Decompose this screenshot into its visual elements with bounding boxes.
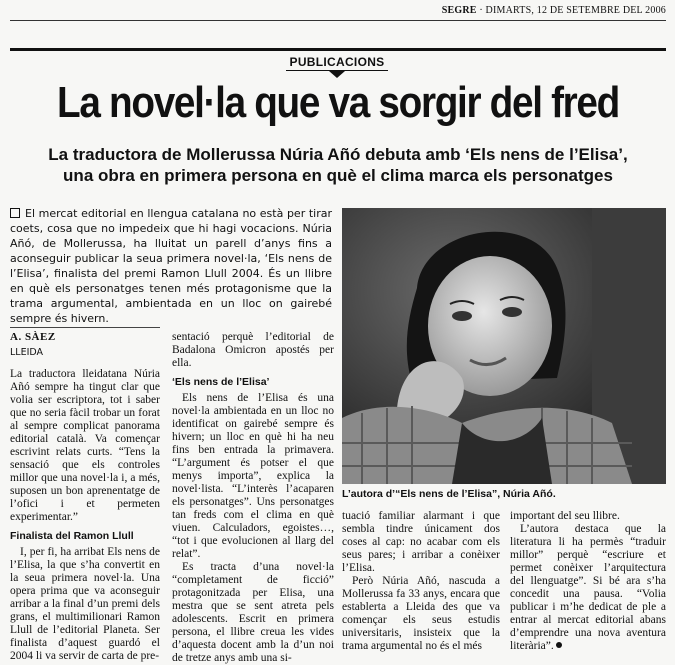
section-label: PUBLICACIONS [289, 55, 385, 69]
col4-paragraph-1: important del seu llibre. [510, 510, 620, 522]
section-pointer-icon [329, 71, 345, 78]
column-2 [172, 331, 334, 665]
masthead-rule [10, 20, 666, 21]
col2-crosshead: ‘Els nens de l’Elisa’ [172, 376, 270, 388]
subheadline-line-2: una obra en primera persona en què el clima marca els personatges [63, 166, 613, 185]
author-photo [342, 208, 666, 484]
col3-paragraph-2: Però Núria Añó, nascuda a Mollerussa fa 33 anys, encara que establerta a Lleida des que va començar els seus estudis universitaris, insisteix que la trama argumental no és el més [342, 575, 500, 652]
portrait-photo-icon [342, 208, 666, 484]
section-rule [10, 48, 666, 51]
byline: A. SÀEZ [10, 331, 56, 343]
column-4 [510, 510, 666, 653]
col1-paragraph-2: I, per fi, ha arribat Els nens de l’Elisa, la que s’ha convertit en la seua primera novel·la. Una opera prima que va aconseguir arribar a la final d’un premi dels grans, el multimilionari Ramon Llull de l’editorial Planeta. Ser finalista d’aquest guardó el 2004 li va servir de carta de pre- [10, 546, 160, 662]
col1-crosshead: Finalista del Ramon Llull [10, 530, 134, 542]
end-mark-icon [556, 642, 562, 648]
byline-rule [10, 327, 160, 328]
col2-paragraph-3: Es tracta d’una novel·la “completament de ficció” protagonitzada per Elisa, una mestra que se sent atreta pels adolescents. Escrit en primera persona, el llibre creua les vides d’aquesta docent amb la d’un noi de tretze anys amb una si- [172, 561, 334, 664]
col2-paragraph-2: Els nens de l’Elisa és una novel·la ambientada en un lloc no identificat on gairebé sempre és hivern; un lloc en què hi ha neu fins ben entrada la primavera. “L’argument és potser el que menys importa”, explica la novel·lista. “L’interès l’acaparen els personatges”. Uns personatges tan freds com el clima en què viuen. Calculadors, egoistes…, “tot i que evolucionen al llarg del relat”. [172, 392, 334, 560]
lead-paragraph [10, 206, 332, 326]
col4-paragraph-2 [510, 523, 666, 653]
subheadline-line-1: La traductora de Mollerussa Núria Añó debuta amb ‘Els nens de l’Elisa’, [48, 145, 628, 164]
lead-square-icon [10, 208, 20, 218]
column-3 [342, 510, 500, 653]
masthead-paper: SEGRE [441, 5, 477, 16]
headline: La novel·la que va sorgir del fred [57, 78, 619, 127]
lead-text: El mercat editorial en llengua catalana no està per tirar coets, cosa que no impedeix que hi hagi vocacions. Núria Añó, de Mollerussa, ha lluitat un parell d’anys fins a aconseguir publicar la seua primera novel·la, ‘Els nens de l’Elisa’, finalista del premi Ramon Llull 2004. És un llibre en què els personatges tenen més protagonisme que la trama argumental, ambientada en un lloc on gairebé sempre és hivern. [10, 207, 332, 325]
photo-caption: L’autora d’“Els nens de l’Elisa”, Núria Añó. [342, 488, 556, 500]
col3-paragraph-1: tuació familiar alarmant i que sembla tindre únicament dos coses al cap: no acabar com els seus pares; i arribar a conèixer l’Elisa. [342, 510, 500, 574]
masthead-date: · DIMARTS, 12 DE SETEMBRE DEL 2006 [479, 5, 666, 16]
col4-paragraph-2-text: L’autora destaca que la literatura li ha permès “traduir millor” perquè “escriure et permet conèixer l’arquitectura del llenguatge”. Si bé ara s’ha concedit una pausa. “Volia publicar i m’he dedicat de ple a entrar al mercat editorial abans d’emprendre una nova aventura literària”. [510, 523, 666, 652]
dateline-place: LLEIDA [10, 347, 44, 358]
col1-paragraph-1: La traductora lleidatana Núria Añó sempre ha tingut clar que volia ser escriptora, tot i saber que no seria fàcil trobar un forat al sempre complicat panorama editorial català. Va començar escrivint relats curts. “Tens la sensació que els controles millor que una novel·la i, a més, suposen un bon aprenentatge de l’ofici i et permeten experimentar.” [10, 368, 160, 523]
col2-paragraph-1: sentació perquè l’editorial de Badalona Omicron apostés per ella. [172, 331, 334, 369]
masthead [10, 5, 666, 16]
subheadline [10, 144, 666, 186]
column-1 [10, 368, 160, 663]
